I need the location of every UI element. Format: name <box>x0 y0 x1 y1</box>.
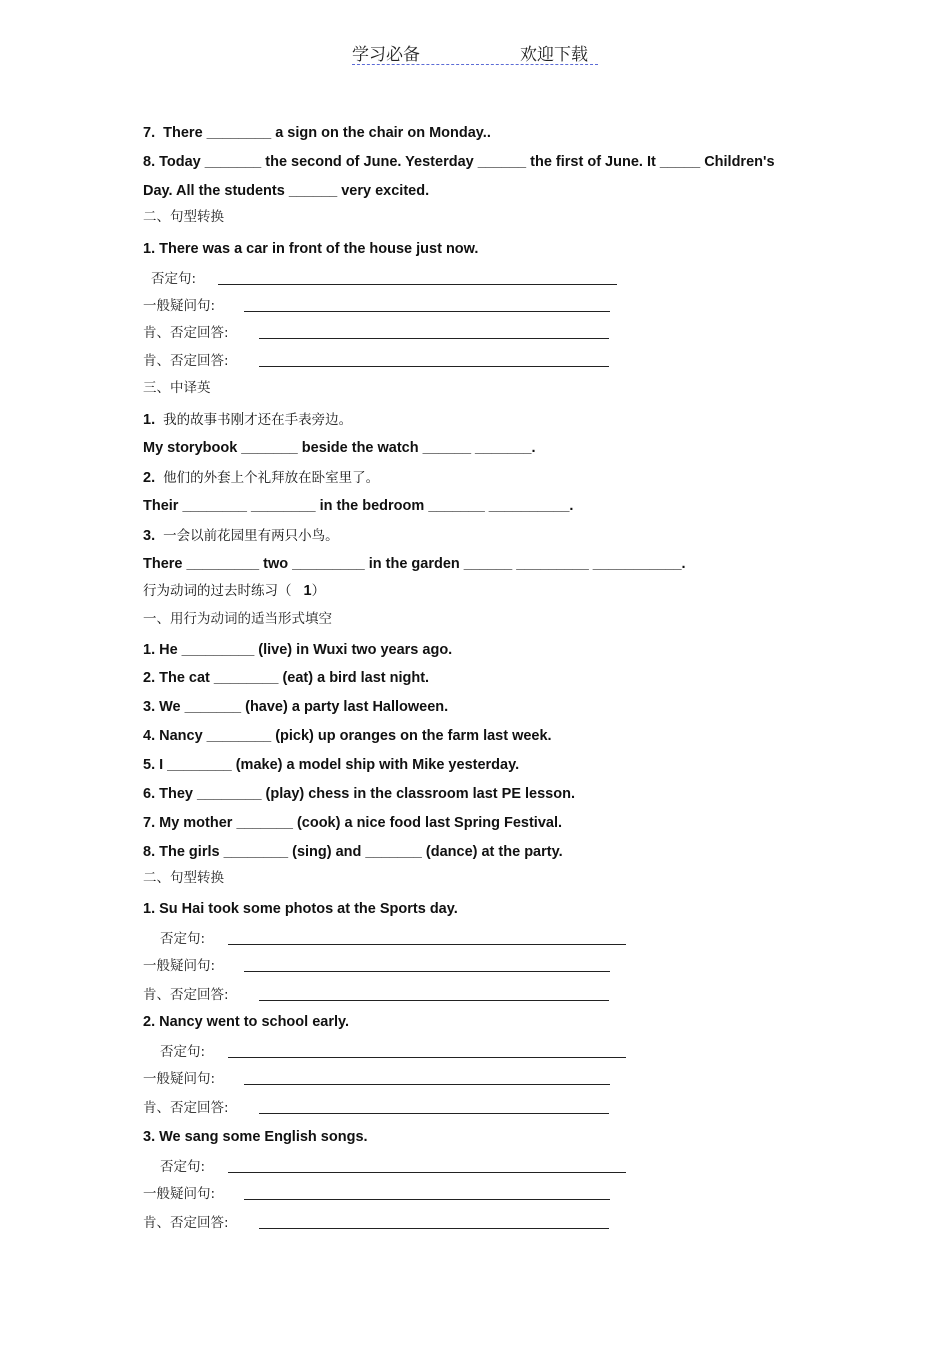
answer-label: 肯、否定回答: <box>143 1100 229 1116</box>
exercise-line: 8. Today _______ the second of June. Yesterday ______ the first of June. It _____ Children's <box>143 154 775 170</box>
answer-line <box>143 294 610 314</box>
header-left-text: 学习必备 <box>352 45 420 65</box>
answer-label: 肯、否定回答: <box>143 1215 229 1231</box>
exercise-line: My storybook _______ beside the watch ______ _______. <box>143 440 536 456</box>
answer-line <box>160 1040 626 1060</box>
exercise-line: 1. He _________ (live) in Wuxi two years ago. <box>143 642 453 658</box>
section-heading: 三、中译英 <box>143 380 211 396</box>
answer-label: 一般疑问句: <box>143 1071 216 1087</box>
answer-blank[interactable] <box>244 971 610 972</box>
exercise-line: 1. There was a car in front of the house just now. <box>143 241 479 257</box>
answer-blank[interactable] <box>228 944 626 945</box>
answer-line <box>143 349 609 369</box>
answer-blank[interactable] <box>244 311 610 312</box>
answer-line <box>143 983 609 1003</box>
answer-label: 否定句: <box>160 1159 206 1175</box>
exercise-line: 2. The cat ________ (eat) a bird last night. <box>143 670 430 686</box>
prompt-number: 1. <box>143 412 156 428</box>
exercise-line: 7. My mother _______ (cook) a nice food last Spring Festival. <box>143 815 563 831</box>
prompt-text: 我的故事书刚才还在手表旁边。 <box>163 412 353 428</box>
answer-label: 肯、否定回答: <box>143 987 229 1003</box>
prompt-text: 一会以前花园里有两只小鸟。 <box>163 528 339 544</box>
translation-prompt <box>143 525 339 545</box>
answer-line <box>143 321 609 341</box>
exercise-line: 1. Su Hai took some photos at the Sports day. <box>143 901 458 917</box>
answer-label: 肯、否定回答: <box>143 325 229 341</box>
section-heading: 一、用行为动词的适当形式填空 <box>143 611 332 627</box>
answer-line <box>143 1096 609 1116</box>
exercise-line: 4. Nancy ________ (pick) up oranges on the farm last week. <box>143 728 552 744</box>
header-right-text: 欢迎下载 <box>520 45 588 65</box>
practice-title <box>143 580 325 600</box>
answer-line <box>160 927 626 947</box>
exercise-line: 6. They ________ (play) chess in the classroom last PE lesson. <box>143 786 575 802</box>
page-header <box>352 40 598 66</box>
answer-blank[interactable] <box>228 1057 626 1058</box>
answer-line <box>160 1155 626 1175</box>
answer-label: 否定句: <box>151 271 197 287</box>
answer-blank[interactable] <box>259 1113 609 1114</box>
exercise-line: 5. I ________ (make) a model ship with Mike yesterday. <box>143 757 520 773</box>
answer-label: 否定句: <box>160 931 206 947</box>
answer-blank[interactable] <box>259 366 609 367</box>
answer-label: 一般疑问句: <box>143 298 216 314</box>
exercise-line: Their ________ ________ in the bedroom _______ __________. <box>143 498 574 514</box>
exercise-line: 3. We _______ (have) a party last Halloween. <box>143 699 449 715</box>
exercise-line: Day. All the students ______ very excited. <box>143 183 430 199</box>
answer-line <box>143 1067 610 1087</box>
answer-blank[interactable] <box>244 1084 610 1085</box>
exercise-line: 2. Nancy went to school early. <box>143 1014 350 1030</box>
section-heading: 二、句型转换 <box>143 209 224 225</box>
answer-label: 一般疑问句: <box>143 1186 216 1202</box>
answer-blank[interactable] <box>259 338 609 339</box>
answer-blank[interactable] <box>259 1000 609 1001</box>
prompt-number: 3. <box>143 528 156 544</box>
answer-line <box>143 1211 609 1231</box>
title-text: 行为动词的过去时练习（ <box>143 583 292 599</box>
exercise-line: There _________ two _________ in the garden ______ _________ ___________. <box>143 556 686 572</box>
answer-line <box>151 267 617 287</box>
answer-label: 肯、否定回答: <box>143 353 229 369</box>
title-close-paren: ） <box>311 583 326 599</box>
prompt-text: 他们的外套上个礼拜放在卧室里了。 <box>163 470 380 486</box>
answer-blank[interactable] <box>244 1199 610 1200</box>
exercise-line: 8. The girls ________ (sing) and _______ (dance) at the party. <box>143 844 563 860</box>
answer-blank[interactable] <box>218 284 617 285</box>
section-heading: 二、句型转换 <box>143 870 224 886</box>
translation-prompt <box>143 409 352 429</box>
title-number: 1 <box>303 583 312 599</box>
answer-blank[interactable] <box>259 1228 609 1229</box>
answer-blank[interactable] <box>228 1172 626 1173</box>
answer-line <box>143 954 610 974</box>
answer-label: 一般疑问句: <box>143 958 216 974</box>
header-underline <box>352 64 598 65</box>
exercise-line: 7. There ________ a sign on the chair on Monday.. <box>143 125 491 141</box>
answer-line <box>143 1182 610 1202</box>
exercise-line: 3. We sang some English songs. <box>143 1129 368 1145</box>
translation-prompt <box>143 467 379 487</box>
answer-label: 否定句: <box>160 1044 206 1060</box>
prompt-number: 2. <box>143 470 156 486</box>
